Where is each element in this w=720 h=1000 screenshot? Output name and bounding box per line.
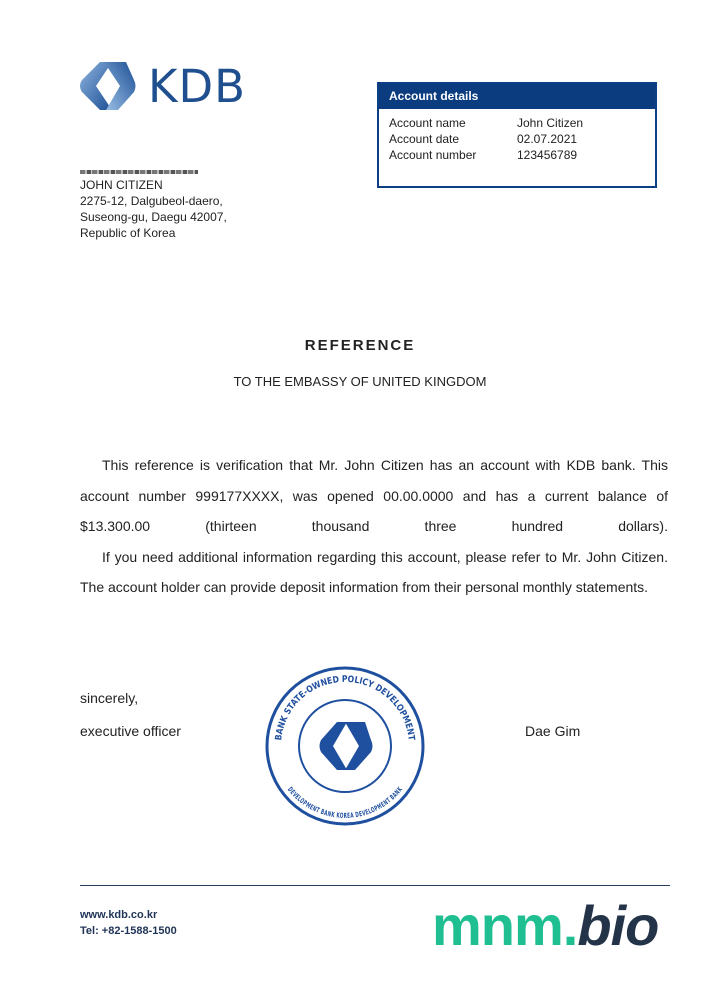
watermark-logo xyxy=(432,894,659,957)
kdb-logo xyxy=(78,58,246,114)
signer-name: Dae Gim xyxy=(525,723,581,739)
address-line: Republic of Korea xyxy=(80,226,176,240)
watermark-part1: mnm. xyxy=(432,894,578,957)
account-row-label: Account date xyxy=(389,132,460,146)
closing: sincerely, xyxy=(80,690,139,706)
account-row-label: Account number xyxy=(389,148,477,162)
signer-title: executive officer xyxy=(80,723,181,739)
bank-stamp xyxy=(263,664,427,828)
account-details-box xyxy=(377,82,657,188)
recipient-address xyxy=(80,170,227,241)
kdb-logo-icon xyxy=(78,58,140,114)
address-line: 2275-12, Dalgubeol-daero, xyxy=(80,194,223,208)
letter-subtitle: TO THE EMBASSY OF UNITED KINGDOM xyxy=(233,374,487,389)
footer-contact xyxy=(80,907,177,939)
logo-text: KDB xyxy=(148,59,247,113)
stamp-bottom-text: DEVELOPMENT BANK KOREA DEVELOPMENT BANK xyxy=(285,783,406,821)
address-line: Suseong-gu, Daegu 42007, xyxy=(80,210,227,224)
watermark-part2: bio xyxy=(577,894,659,957)
stamp-inner-ring xyxy=(299,700,391,792)
footer-phone: Tel: +82-1588-1500 xyxy=(80,925,177,937)
account-row-label: Account name xyxy=(389,116,466,130)
stamp-top-text: BANK STATE-OWNED POLICY DEVELOPMENT xyxy=(274,674,416,742)
account-row-value: 02.07.2021 xyxy=(517,132,578,146)
stamp-outer-ring xyxy=(267,668,423,824)
letter-body xyxy=(80,450,668,603)
redacted-line xyxy=(80,170,198,174)
account-row xyxy=(389,131,645,147)
account-row-value: 123456789 xyxy=(517,148,578,162)
account-row-value: John Citizen xyxy=(517,116,584,130)
recipient-name: JOHN CITIZEN xyxy=(80,178,163,192)
account-row xyxy=(389,147,645,163)
body-paragraph: This reference is verification that Mr. John Citizen has an account with KDB bank. This account number 999177XXXX, was opened 00.00.0000 and has a current balance of $13.300.00 (thirteen thousand three hundred dollars). xyxy=(80,457,668,534)
body-paragraph: If you need additional information regarding this account, please refer to Mr. John Citizen. The account holder can provide deposit information from their personal monthly statements. xyxy=(80,548,668,595)
letter-title: REFERENCE xyxy=(304,337,416,354)
footer-divider xyxy=(80,885,670,886)
stamp-logo-icon xyxy=(320,722,373,770)
footer-website[interactable]: www.kdb.co.kr xyxy=(80,909,158,921)
account-row xyxy=(389,115,645,131)
account-details-title: Account details xyxy=(379,84,655,109)
